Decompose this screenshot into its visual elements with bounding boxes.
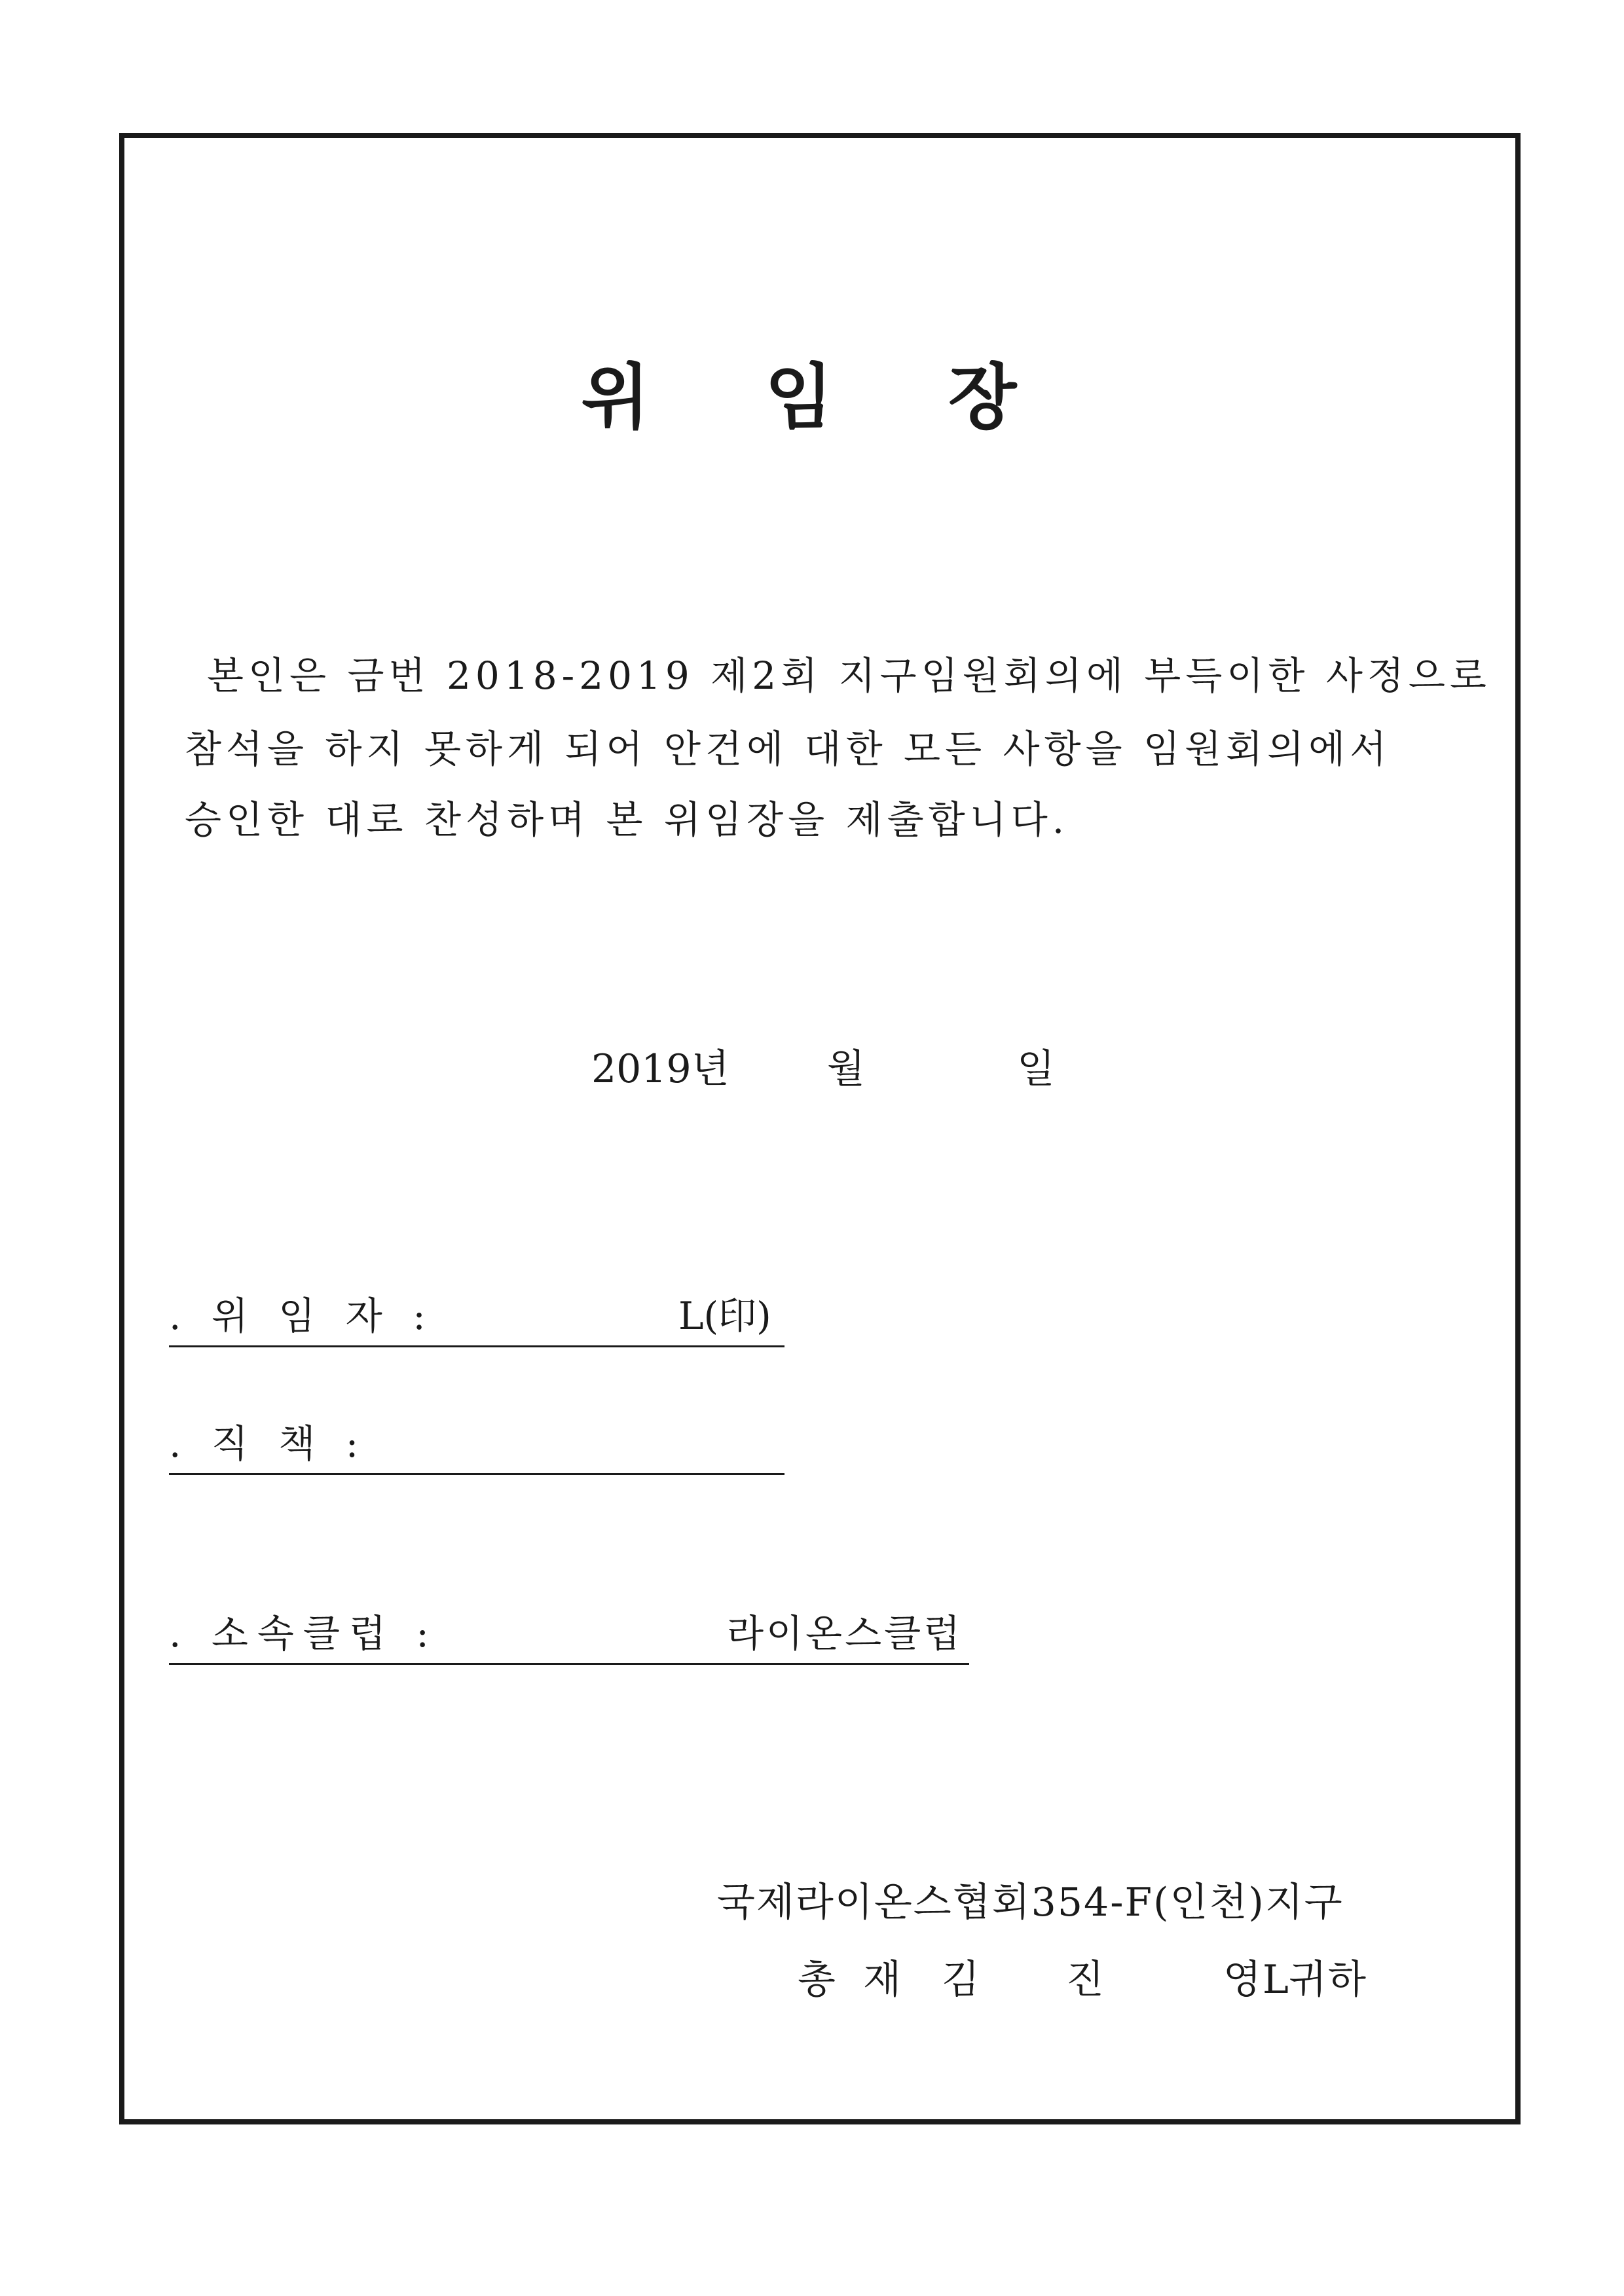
addressee-organization: 국제라이온스협회354-F(인천)지구 [717, 1880, 1344, 1925]
title-char-2: 임 [764, 356, 860, 439]
position-field[interactable] [169, 1421, 784, 1475]
club-field[interactable] [169, 1611, 969, 1665]
date-line [591, 1038, 1055, 1094]
date-day: 일 [1017, 1046, 1055, 1092]
delegator-field[interactable] [169, 1293, 784, 1347]
document-title [0, 340, 1624, 442]
club-label: . 소속클럽 : [169, 1611, 438, 1656]
delegator-value: L(印) [678, 1294, 771, 1338]
body-line-3: 승인한 대로 찬성하며 본 위임장을 제출합니다. [185, 797, 1069, 842]
addressee-part-5: 영L [1223, 1957, 1290, 2003]
body-line-2: 참석을 하지 못하게 되어 안건에 대한 모든 사항을 임원회의에서 [185, 727, 1392, 771]
delegator-label: . 위 임 자 : [169, 1294, 435, 1338]
addressee-part-6: 귀하 [1289, 1957, 1367, 2003]
addressee-part-3: 김 [942, 1957, 981, 2003]
date-month: 월 [827, 1046, 865, 1092]
club-value: 라이온스클럽 [727, 1611, 963, 1656]
position-label: . 직 책 : [169, 1421, 368, 1466]
addressee-part-1: 총 [798, 1957, 837, 2003]
date-year: 2019년 [591, 1046, 729, 1092]
title-char-1: 위 [581, 356, 676, 439]
addressee-name [798, 1948, 1367, 2005]
body-line-1: 본인은 금번 2018-2019 제2회 지구임원회의에 부득이한 사정으로 [207, 653, 1491, 698]
title-char-3: 장 [948, 356, 1043, 439]
addressee-part-4: 진 [1066, 1957, 1105, 2003]
addressee-part-2: 재 [863, 1957, 902, 2003]
